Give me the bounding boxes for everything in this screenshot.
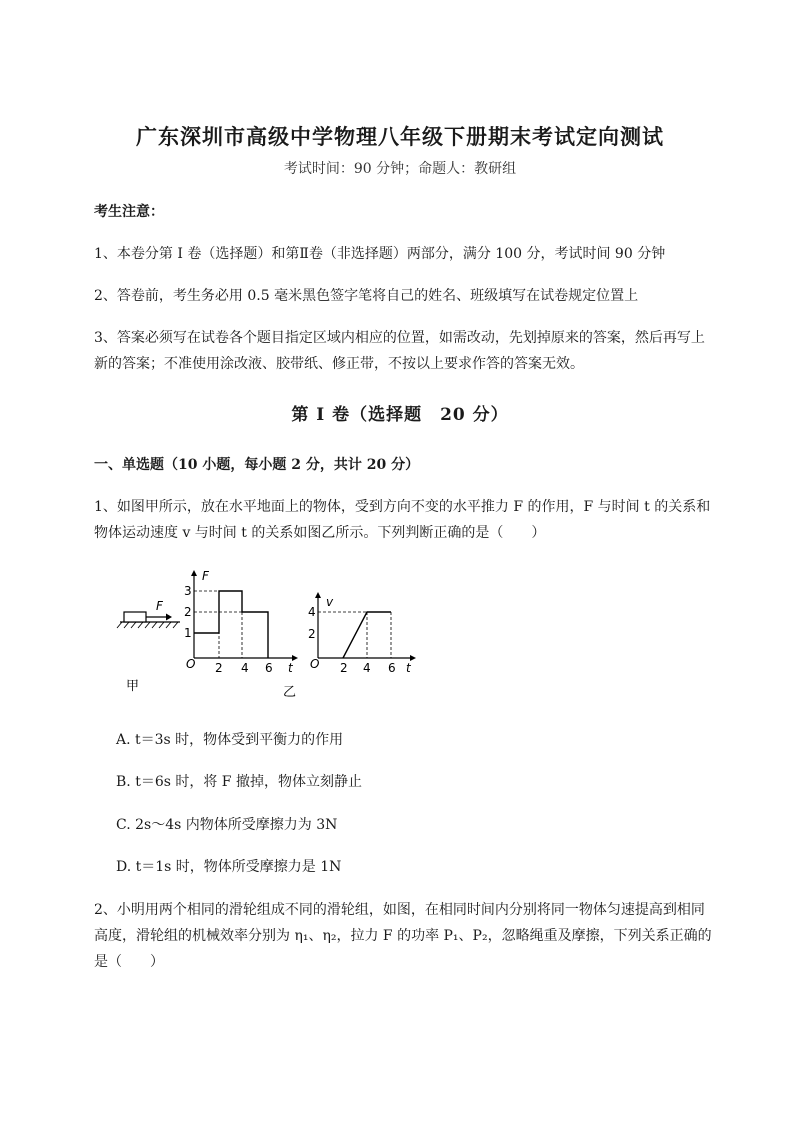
F-t-tick-4: 4: [241, 661, 249, 675]
t-axis-label-2: t: [406, 661, 411, 675]
chart-F-t: [184, 569, 298, 675]
label-jia: 甲: [126, 679, 140, 694]
v-axis-label: v: [326, 595, 334, 609]
notice-item-1: 1、本卷分第 I 卷（选择题）和第Ⅱ卷（非选择题）两部分，满分 100 分，考试时间 90 分钟: [94, 246, 666, 262]
v-t-tick-4: 4: [363, 661, 371, 675]
t-axis-label-1: t: [288, 661, 293, 675]
v-tick-2: 2: [308, 627, 316, 641]
force-arrow-icon: [166, 614, 172, 621]
notice-item-3: 3、答案必须写在试卷各个题目指定区域内相应的位置，如需改动，先划掉原来的答案，然后再写上新的答案；不准使用涂改液、胶带纸、修正带，不按以上要求作答的答案无效。: [94, 330, 705, 372]
question-1-option-c: C. 2s～4s 内物体所受摩擦力为 3N: [116, 817, 338, 833]
block-shape: [124, 612, 146, 622]
F-step-line: [194, 591, 268, 658]
label-yi: 乙: [283, 685, 297, 700]
question-1-option-b: B. t＝6s 时，将 F 撤掉，物体立刻静止: [116, 774, 362, 790]
origin-label-1: O: [186, 657, 196, 671]
section-title: 第 I 卷（选择题 20 分）: [291, 405, 509, 425]
exam-title: 广东深圳市高级中学物理八年级下册期末考试定向测试: [136, 124, 664, 149]
v-t-tick-6: 6: [388, 661, 396, 675]
v-t-tick-2: 2: [340, 661, 348, 675]
notice-heading: 考生注意：: [94, 204, 164, 220]
F-t-tick-6: 6: [265, 661, 273, 675]
notice-item-2: 2、答卷前，考生务必用 0.5 毫米黑色签字笔将自己的姓名、班级填写在试卷规定位置上: [94, 288, 639, 304]
chart-v-t: [283, 592, 416, 700]
figure-jia: [117, 599, 180, 694]
F-tick-3: 3: [184, 584, 192, 598]
question-1-stem: 1、如图甲所示，放在水平地面上的物体，受到方向不变的水平推力 F 的作用，F 与时间 t 的关系和物体运动速度 v 与时间 t 的关系如图乙所示。下列判断正确的是（ ）: [94, 499, 711, 541]
origin-label-2: O: [310, 657, 320, 671]
force-label: F: [156, 599, 163, 613]
F-t-tick-2: 2: [215, 661, 223, 675]
exam-subtitle: 考试时间：90 分钟；命题人：教研组: [283, 161, 517, 177]
part-title: 一、单选题（10 小题，每小题 2 分，共计 20 分）: [94, 457, 420, 473]
question-1-figure: [112, 568, 422, 700]
question-1-option-a: A. t＝3s 时，物体受到平衡力的作用: [116, 732, 344, 748]
v-tick-4: 4: [308, 605, 316, 619]
question-2-stem: 2、小明用两个相同的滑轮组成不同的滑轮组，如图，在相同时间内分别将同一物体匀速提高到相同高度，滑轮组的机械效率分别为 η₁、η₂，拉力 F 的功率 P₁、P₂，忽略绳重及摩擦，下列关系正确的是（ ）: [94, 902, 712, 970]
F-axis-label: F: [202, 569, 209, 583]
F-tick-1: 1: [184, 626, 192, 640]
question-1-option-d: D. t＝1s 时，物体所受摩擦力是 1N: [116, 859, 342, 875]
F-tick-2: 2: [184, 605, 192, 619]
figure-svg: [112, 568, 422, 700]
